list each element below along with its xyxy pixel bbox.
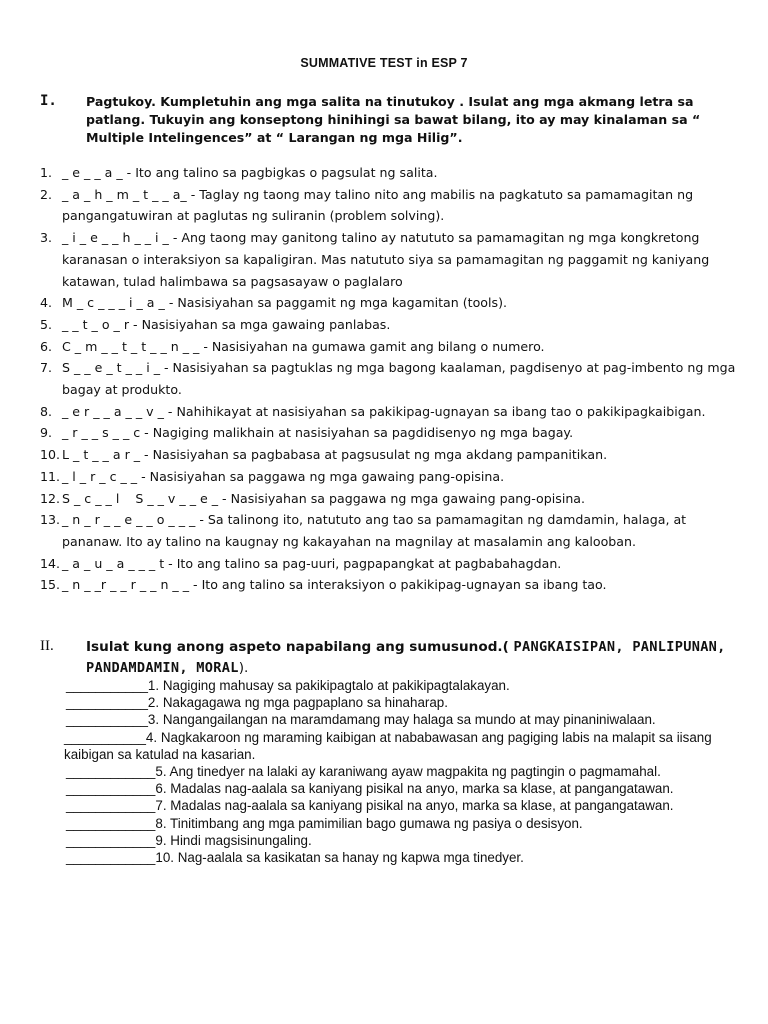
instruction-closer: ). [238, 660, 249, 676]
answer-number: 7. [155, 798, 167, 814]
part1-question-list [40, 162, 740, 596]
question-text: S _ _ e _ t _ _ i _ - Nasisiyahan sa pagtuklas ng mga bagong kaalaman, pagdisenyo at pag-imbento ng mga bagay at produkto. [62, 360, 736, 398]
question-text: _ a _ u _ a _ _ _ t - Ito ang talino sa pag-uuri, pagpapangkat at pagbabahagdan. [62, 555, 562, 571]
question-text: S _ c _ _ l S _ _ v _ _ e _ - Nasisiyahan sa paggawa ng mga gawaing pang-opisina. [62, 490, 586, 506]
question-number: 15. [40, 577, 61, 593]
answer-blank[interactable]: ____________ [66, 781, 156, 797]
answer-number: 8. [155, 815, 167, 831]
answer-blank[interactable]: ___________ [66, 695, 148, 711]
answer-blank[interactable]: ____________ [66, 798, 156, 814]
question-text: _ n _ _r _ _ r _ _ n _ _ - Ito ang talino sa interaksiyon o pakikipag-ugnayan sa ibang tao. [62, 577, 607, 593]
answer-number: 10. [155, 850, 174, 866]
answer-text: Nakagagawa ng mga pagpaplano sa hinaharap. [162, 695, 448, 711]
question-text: _ i _ e _ _ h _ _ i _ - Ang taong may ganitong talino ay natututo sa pamamagitan ng mga kongkretong karanasan o interaksiyon sa kapaligiran. Mas natututo siya sa pamamagitan ng paggamit ng kaniyang katawan, tulad halimbawa sa pagsasayaw o paglalaro [62, 230, 710, 289]
section-2-instruction [86, 637, 726, 679]
question-number: 2. [40, 186, 53, 202]
answer-item [66, 780, 766, 797]
answer-item [66, 763, 766, 780]
question-item [40, 227, 740, 292]
question-text: _ a _ h _ m _ t _ _ a_ - Taglay ng taong may talino nito ang mabilis na pagkatuto sa pamamagitan ng pangangatuwiran at paglutas ng suliranin (problem solving). [62, 186, 694, 224]
question-text: C _ m _ _ t _ t _ _ n _ _ - Nasisiyahan na gumawa gamit ang bilang o numero. [62, 338, 545, 354]
answer-item [66, 677, 766, 694]
section-2-numeral: II. [40, 638, 54, 654]
answer-number: 3. [147, 712, 160, 728]
question-item [40, 422, 740, 444]
answer-item [66, 797, 766, 814]
question-item [40, 184, 740, 227]
answer-item [66, 849, 766, 866]
question-text: _ e r _ _ a _ _ v _ - Nahihikayat at nasisiyahan sa pakikipag-ugnayan sa ibang tao o pakikipagkaibigan. [62, 403, 706, 419]
question-item [40, 336, 740, 358]
question-text: _ l _ r _ c _ _ - Nasisiyahan sa paggawa ng mga gawaing pang-opisina. [62, 468, 505, 484]
answer-text: Ang tinedyer na lalaki ay karaniwang ayaw magpakita ng pagtingin o pagmamahal. [169, 764, 661, 780]
answer-text: Hindi magsisinungaling. [170, 832, 312, 848]
question-text: _ _ t _ o _ r - Nasisiyahan sa mga gawaing panlabas. [62, 316, 391, 332]
answer-item [66, 694, 766, 711]
answer-text: Nagkakaroon ng maraming kaibigan at nababawasan ang pagiging labis na malapit sa iisang kaibigan sa katulad na kasarian. [64, 729, 712, 762]
question-item [40, 314, 740, 336]
question-text: _ r _ _ s _ _ c - Nagiging malikhain at nasisiyahan sa pagdidisenyo ng mga bagay. [62, 425, 574, 441]
question-number: 3. [40, 230, 53, 246]
question-item [40, 444, 740, 466]
question-item [40, 466, 740, 488]
answer-text: Tinitimbang ang mga pamimilian bago gumawa ng pasiya o desisyon. [170, 815, 583, 831]
answer-number: 1. [147, 678, 160, 693]
question-number: 13. [40, 512, 61, 528]
answer-blank[interactable]: ___________ [64, 729, 146, 745]
question-number: 5. [40, 316, 53, 332]
question-number: 10. [40, 447, 61, 463]
section-2-instruction-text: Isulat kung anong aspeto napabilang ang sumusunod.( [86, 639, 509, 655]
answer-blank[interactable]: ___________ [66, 678, 148, 693]
answer-blank[interactable]: ___________ [66, 712, 148, 728]
answer-blank[interactable]: ____________ [66, 850, 156, 866]
answer-item [66, 815, 766, 832]
question-item [40, 292, 740, 314]
answer-text: Madalas nag-aalala sa kaniyang pisikal na anyo, marka sa klase, at pangangatawan. [170, 798, 674, 814]
question-number: 11. [40, 468, 61, 484]
section-1-numeral: I. [40, 93, 57, 109]
question-number: 7. [40, 360, 53, 376]
answer-blank[interactable]: ____________ [66, 832, 156, 848]
question-number: 14. [40, 555, 61, 571]
answer-number: 5. [155, 764, 167, 780]
answer-text: Nagiging mahusay sa pakikipagtalo at pakikipagtalakayan. [162, 678, 510, 693]
answer-blank[interactable]: ____________ [66, 815, 156, 831]
question-item [40, 574, 740, 596]
question-number: 1. [40, 165, 53, 180]
question-item [40, 162, 740, 184]
question-item [40, 488, 740, 510]
question-text: M _ c _ _ _ i _ a _ - Nasisiyahan sa paggamit ng mga kagamitan (tools). [62, 295, 507, 311]
page-title: SUMMATIVE TEST in ESP 7 [300, 56, 468, 70]
answer-text: Nag-aalala sa kasikatan sa hanay ng kapwa mga tinedyer. [177, 850, 524, 866]
question-text: _ n _ r _ _ e _ _ o _ _ _ - Sa talinong ito, natututo ang tao sa pamamagitan ng damdamin, halaga, at pananaw. Ito ay talino na kaugnay ng kakayahan na magnilay at masalamin ang kalooban. [62, 512, 687, 549]
question-number: 6. [40, 338, 53, 354]
question-number: 12. [40, 490, 61, 506]
question-item [40, 357, 740, 400]
question-text: _ e _ _ a _ - Ito ang talino sa pagbigkas o pagsulat ng salita. [62, 165, 438, 180]
answer-text: Nangangailangan na maramdamang may halaga sa mundo at may pinaniniwalaan. [162, 712, 656, 728]
question-number: 9. [40, 425, 53, 441]
section-1-instruction: Pagtukoy. Kumpletuhin ang mga salita na tinutukoy . Isulat ang mga akmang letra sa patlang. Tukuyin ang konseptong hinihingi sa bawat bilang, ito ay may kinalaman sa “ Multiple Intelingences” at “ Larangan ng mga Hilig”. [86, 94, 701, 145]
answer-text: Madalas nag-aalala sa kaniyang pisikal na anyo, marka sa klase, at pangangatawan. [170, 781, 674, 797]
answer-item [66, 832, 766, 849]
question-item [40, 401, 740, 423]
aspect-categories: PANGKAISIPAN, PANLIPUNAN, PANDAMDAMIN, MORAL [86, 639, 726, 676]
part2-answer-list [66, 677, 766, 866]
question-number: 8. [40, 403, 53, 419]
question-number: 4. [40, 295, 53, 311]
answer-item [64, 729, 744, 763]
answer-item [66, 711, 766, 728]
answer-blank[interactable]: ____________ [66, 764, 156, 780]
answer-number: 2. [147, 695, 160, 711]
question-item [40, 509, 740, 552]
question-text: L _ t _ _ a r _ - Nasisiyahan sa pagbabasa at pagsusulat ng mga akdang pampanitikan. [62, 447, 608, 463]
answer-number: 6. [155, 781, 167, 797]
answer-number: 9. [155, 832, 167, 848]
question-item [40, 553, 740, 575]
answer-number: 4. [145, 729, 158, 745]
